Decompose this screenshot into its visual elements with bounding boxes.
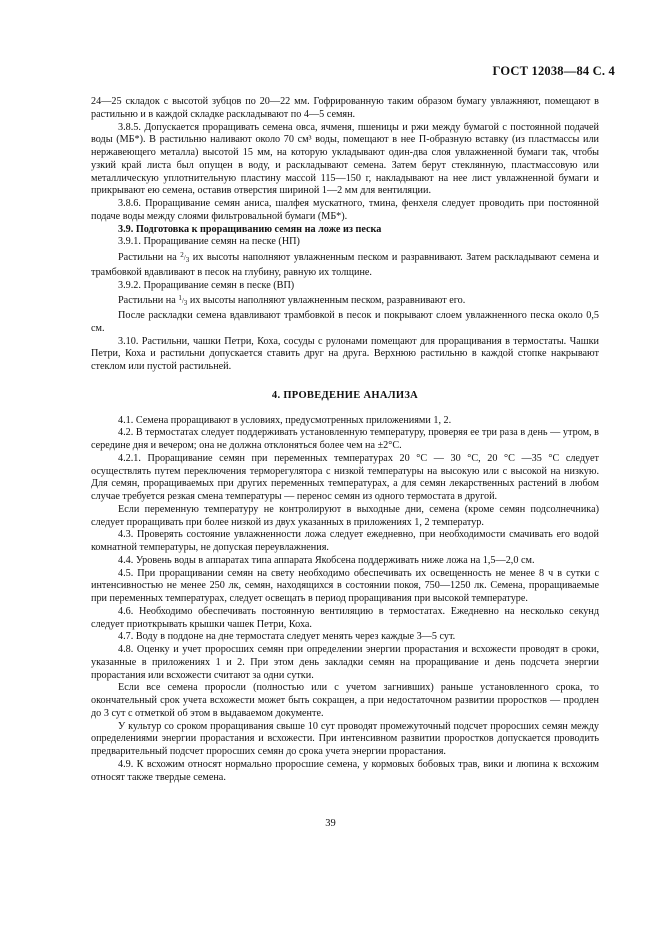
fraction-denominator: 3	[185, 256, 190, 264]
fraction-denominator: 3	[183, 299, 188, 308]
paragraph: 4.2. В термостатах следует поддерживать установленную температуру, проверяя ее три раза в день — утром, в середине дня и вечером; она не должна отклоняться более чем на ±2°С.	[91, 427, 599, 451]
paragraph: 4.1. Семена проращивают в условиях, предусмотренных приложениями 1, 2.	[118, 414, 452, 426]
fraction-numerator: 2	[180, 251, 184, 259]
paragraph: 4.5. При проращивании семян на свету необходимо обеспечивать их освещенность не менее 8 ч в сутки с интенсивностью не менее 250 лк, семян, находящихся в состоянии покоя, 750—1250 лк. Семена, проращиваемые при переменных температурах, следует освещать в период проращивания при высокой температуре.	[91, 567, 599, 604]
paragraph: 4.8. Оценку и учет проросших семян при определении энергии прорастания и всхожести проводят в сроки, указанные в приложениях 1 и 2. При этом день закладки семян на проращивание и день подсчета энергии прорастания или всхожести считают за одни сутки.	[91, 644, 599, 681]
subsection-heading: 3.9. Подготовка к проращиванию семян на ложе из песка	[118, 223, 382, 235]
paragraph: 3.9.2. Проращивание семян в песке (ВП)	[118, 279, 295, 291]
paragraph: 3.10. Растильни, чашки Петри, Коха, сосуды с рулонами помещают для проращивания в термостаты. Чашки Петри, Коха и растильни допускается ставить друг на друга. Верхнюю растильню в каждой стопке накрывают стеклом или пустой растильней.	[91, 335, 599, 372]
document-header: ГОСТ 12038—84 С. 4	[492, 64, 615, 78]
paragraph: 4.4. Уровень воды в аппаратах типа аппарата Якобсена поддерживать ниже ложа на 1,5—2,0 см.	[118, 554, 535, 566]
paragraph: Растильни на $^1$/3 их высоты наполняют увлажненным песком, разравнивают его.	[118, 294, 466, 308]
page-number: 39	[325, 818, 336, 829]
paragraph: После раскладки семена вдавливают трамбовкой в песок и покрывают слоем увлажненного песка около 0,5 см.	[91, 310, 599, 334]
paragraph: 3.8.6. Проращивание семян аниса, шалфея мускатного, тмина, фенхеля следует проводить при постоянной подаче воды между слоями фильтровальной бумаги (МБ*).	[91, 198, 599, 222]
section-title: 4. ПРОВЕДЕНИЕ АНАЛИЗА	[271, 389, 419, 401]
paragraph: У культур со сроком проращивания свыше 10 сут проводят промежуточный подсчет проросших семян между определениями энергии прорастания и всхожести. При интенсивном развитии проростков допускается проводить предварительный подсчет проросших семян до срока учета энергии прорастания.	[91, 720, 599, 757]
document-body	[91, 96, 599, 784]
text-span: их высоты наполняют увлажненным песком, разравнивают его.	[187, 295, 466, 307]
paragraph: 4.7. Воду в поддоне на дне термостата следует менять через каждые 3—5 сут.	[118, 631, 456, 643]
paragraph: 3.9.1. Проращивание семян на песке (НП)	[118, 236, 300, 248]
paragraph: 4.6. Необходимо обеспечивать постоянную вентиляцию в термостатах. Ежедневно на несколько секунд следует приоткрывать крышки чашек Петри, Коха.	[91, 605, 599, 630]
paragraph: Если все семена проросли (полностью или с учетом загнивших) раньше установленного срока, то окончательный срок учета всхожести может быть сокращен, а при недостаточном развитии проростков — продлен до 3 сут с отметкой об этом в выдаваемом документе.	[91, 682, 599, 719]
fraction-numerator: 1	[178, 294, 182, 303]
paragraph: Растильни на $^2$/3 их высоты наполняют увлажненным песком и разравнивают. Затем раскладывают семена и трамбовкой вдавливают в песок на глубину, равную их толщине.	[91, 251, 599, 278]
paragraph: 3.8.5. Допускается проращивать семена овса, ячменя, пшеницы и ржи между бумагой с постоянной подачей воды (МБ*). В растильню наливают около 70 см³ воды, помещают в нее П-образную вставку (из пластмассы или нержавеющего металла) высотой 15 мм, на которую укладывают один-два слоя увлажненной бумаги так, чтобы узкий край листа был опущен в воду, и раскладывают семена. Затем берут стеклянную, пластмассовую или металлическую уплотнительную пластину массой 115—150 г, накладывают на нее лист увлажненной бумаги и прикрывают ею семена, оставив отверстия шириной 1—2 мм для вентиляции.	[91, 121, 599, 197]
text-span: Растильни на	[118, 295, 179, 307]
text-span: Растильни на	[118, 252, 181, 263]
paragraph: 4.9. К всхожим относят нормально проросшие семена, у кормовых бобовых трав, вики и люпина к всхожим относят также твердые семена.	[91, 758, 599, 783]
paragraph: 4.2.1. Проращивание семян при переменных температурах 20 °С — 30 °С, 20 °С —35 °С следует осуществлять путем переключения терморегулятора с низкой температуры на высокую или с высокой на низкую. Для семян, проращиваемых при других переменных температурах, а для семян лекарственных растений в любом случае требуется резкая смена температуры — перенос семян из одного термостата в другой.	[91, 452, 599, 502]
paragraph: 4.3. Проверять состояние увлажненности ложа следует ежедневно, при необходимости смачивать его водой комнатной температуры, не допуская переувлажнения.	[91, 529, 599, 553]
paragraph: 24—25 складок с высотой зубцов по 20—22 мм. Гофрированную таким образом бумагу увлажняют, помещают в растильню и в каждой складке раскладывают по 4—5 семян.	[91, 96, 599, 120]
paragraph: Если переменную температуру не контролируют в выходные дни, семена (кроме семян подсолнечника) следует проращивать при более низкой из двух указанных в приложениях 1, 2 температур.	[91, 503, 599, 528]
text-span: их высоты наполняют увлажненным песком и разравнивают. Затем раскладывают семена и трамбовкой вдавливают в песок на глубину, равную их толщине.	[91, 252, 599, 278]
